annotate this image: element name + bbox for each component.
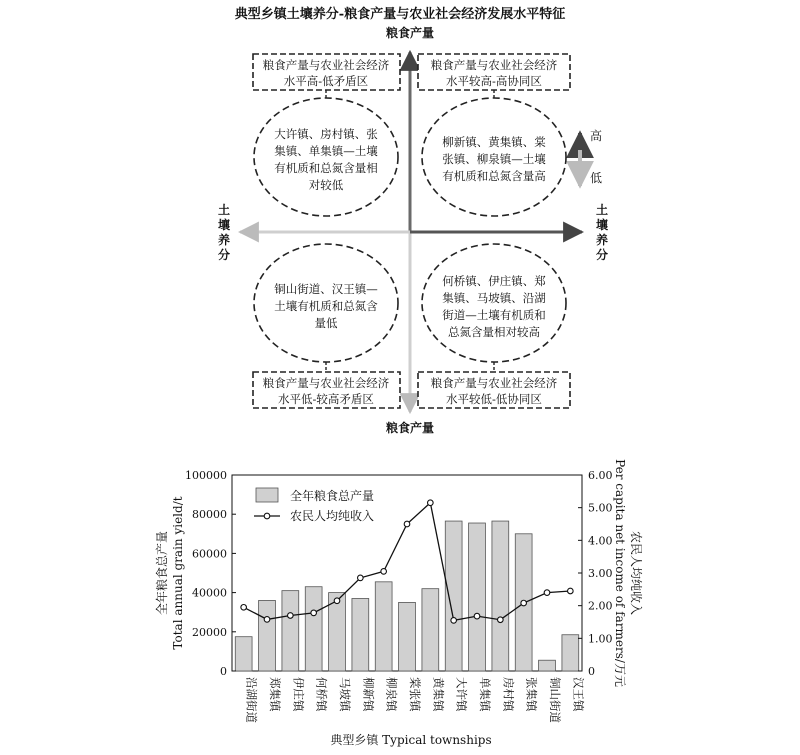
x-tick-label-1: 郑集镇 bbox=[268, 677, 282, 712]
bar-14 bbox=[562, 635, 579, 671]
x-tick-label-9: 大许镇 bbox=[454, 677, 469, 712]
x-tick-label-13: 铜山街道 bbox=[548, 677, 562, 723]
income-point-1 bbox=[264, 617, 270, 623]
x-tick-label-3: 何桥镇 bbox=[314, 677, 329, 712]
left-tick-label-5: 100000 bbox=[185, 469, 227, 482]
ellipse-bottom-right-line-2: 街道—土壤有机质和 bbox=[442, 308, 546, 322]
ellipse-top-left-line-3: 对较低 bbox=[308, 178, 344, 192]
svg-text:土壤养分: 土壤养分 bbox=[217, 203, 231, 262]
ellipse-bottom-right-line-3: 总氮含量相对较高 bbox=[448, 325, 540, 339]
x-tick-label-5: 柳新镇 bbox=[361, 677, 376, 712]
right-tick-label-5: 5.00 bbox=[588, 501, 613, 515]
bar-7 bbox=[399, 602, 416, 671]
bar-6 bbox=[375, 582, 392, 671]
ellipse-bottom-right-line-0: 何桥镇、伊庄镇、郑 bbox=[442, 274, 546, 288]
income-point-8 bbox=[428, 500, 434, 506]
ellipse-top-left-line-2: 有机质和总氮含量相 bbox=[274, 161, 378, 175]
ellipse-top-right-line-2: 有机质和总氮含量高 bbox=[442, 169, 546, 183]
ellipse-bottom-left-line-0: 铜山街道、汉王镇— bbox=[274, 282, 378, 296]
left-tick-label-1: 20000 bbox=[192, 625, 227, 639]
legend-low: 低 bbox=[589, 171, 603, 185]
income-point-5 bbox=[358, 575, 364, 581]
box-bottom-right-line-1: 水平较低-低协同区 bbox=[446, 392, 542, 406]
ellipse-top-left-line-0: 大许镇、房村镇、张 bbox=[274, 127, 378, 141]
legend-bar-swatch bbox=[256, 488, 278, 502]
legend-line-label: 农民人均纯收入 bbox=[290, 509, 375, 523]
axis-bottom-label: 粮食产量 bbox=[385, 421, 435, 435]
bar-1 bbox=[259, 600, 276, 671]
income-point-2 bbox=[288, 613, 294, 619]
x-tick-label-12: 张集镇 bbox=[524, 677, 539, 712]
left-tick-label-2: 40000 bbox=[192, 586, 227, 600]
bar-11 bbox=[492, 521, 509, 671]
bar-3 bbox=[305, 587, 322, 671]
chart-legend bbox=[254, 488, 374, 523]
left-tick-label-0: 0 bbox=[220, 665, 227, 678]
bar-0 bbox=[235, 637, 252, 671]
ellipse-top-right-line-0: 柳新镇、黄集镇、棠 bbox=[442, 135, 546, 149]
legend-bar-label: 全年粮食总产量 bbox=[290, 489, 375, 503]
bar-10 bbox=[469, 523, 486, 671]
income-point-12 bbox=[521, 600, 527, 606]
income-point-0 bbox=[241, 605, 247, 611]
ellipse-bottom-left-line-1: 土壤有机质和总氮含 bbox=[274, 299, 378, 313]
box-bottom-right-line-0: 粮食产量与农业社会经济 bbox=[430, 376, 558, 390]
x-tick-label-6: 柳泉镇 bbox=[384, 677, 399, 712]
x-tick-label-11: 房村镇 bbox=[501, 677, 516, 712]
x-tick-label-4: 马坡镇 bbox=[338, 677, 352, 712]
income-point-3 bbox=[311, 610, 317, 616]
right-tick-label-3: 3.00 bbox=[588, 567, 613, 580]
bar-2 bbox=[282, 591, 299, 671]
x-tick-label-0: 沿湖街道 bbox=[244, 677, 259, 723]
axis-left-label bbox=[218, 202, 230, 262]
income-point-4 bbox=[334, 598, 340, 604]
x-tick-label-10: 单集镇 bbox=[478, 677, 492, 712]
x-axis-title: 典型乡镇 Typical townships bbox=[330, 733, 492, 747]
income-point-9 bbox=[451, 618, 457, 624]
axis-top-label: 粮食产量 bbox=[385, 26, 435, 40]
income-point-11 bbox=[498, 617, 504, 623]
income-point-14 bbox=[568, 588, 574, 594]
income-point-13 bbox=[544, 590, 550, 596]
quadrant-title: 典型乡镇土壤养分-粮食产量与农业社会经济发展水平特征 bbox=[234, 7, 566, 22]
box-top-right-line-0: 粮食产量与农业社会经济 bbox=[430, 58, 558, 72]
ellipse-bottom-right-line-1: 集镇、马坡镇、沿湖 bbox=[442, 291, 546, 305]
income-point-7 bbox=[404, 521, 410, 527]
ellipse-top-right-line-1: 张镇、柳泉镇—土壤 bbox=[442, 152, 546, 166]
axis-right-label bbox=[596, 202, 608, 262]
left-tick-label-3: 60000 bbox=[192, 547, 227, 561]
x-tick-label-14: 汉王镇 bbox=[571, 677, 586, 712]
grain-income-chart bbox=[154, 459, 644, 747]
bar-5 bbox=[352, 598, 369, 671]
bar-9 bbox=[445, 521, 462, 671]
bar-8 bbox=[422, 589, 439, 671]
svg-text:土壤养分: 土壤养分 bbox=[595, 203, 609, 262]
right-tick-label-4: 4.00 bbox=[588, 534, 613, 548]
x-tick-label-7: 棠张镇 bbox=[408, 677, 422, 712]
right-tick-label-0: 0 bbox=[588, 665, 595, 678]
x-tick-label-2: 伊庄镇 bbox=[291, 677, 306, 712]
x-tick-label-8: 黄集镇 bbox=[431, 677, 446, 712]
box-top-left-line-0: 粮食产量与农业社会经济 bbox=[262, 58, 390, 72]
y-axis-right-title: 农民人均纯收入Per capita net income of farmers/万元 bbox=[613, 459, 643, 687]
right-tick-label-2: 2.00 bbox=[588, 599, 613, 613]
income-point-10 bbox=[474, 613, 480, 619]
bar-13 bbox=[539, 660, 556, 671]
income-point-6 bbox=[381, 569, 387, 575]
y-axis-left-title: 全年粮食总产量 Total annual grain yield/t bbox=[155, 496, 185, 650]
box-bottom-left-line-1: 水平低-较高矛盾区 bbox=[278, 392, 374, 406]
ellipse-bottom-left-line-2: 量低 bbox=[314, 316, 338, 330]
ellipse-top-left-line-1: 集镇、单集镇—土壤 bbox=[274, 144, 378, 158]
box-top-left-line-1: 水平高-低矛盾区 bbox=[283, 74, 369, 88]
left-tick-label-4: 80000 bbox=[192, 508, 227, 522]
right-tick-label-1: 1.00 bbox=[588, 632, 613, 646]
box-bottom-left-line-0: 粮食产量与农业社会经济 bbox=[262, 376, 390, 390]
box-top-right-line-1: 水平较高-高协同区 bbox=[446, 74, 542, 88]
legend-high: 高 bbox=[589, 129, 603, 143]
right-tick-label-6: 6.00 bbox=[588, 469, 613, 482]
